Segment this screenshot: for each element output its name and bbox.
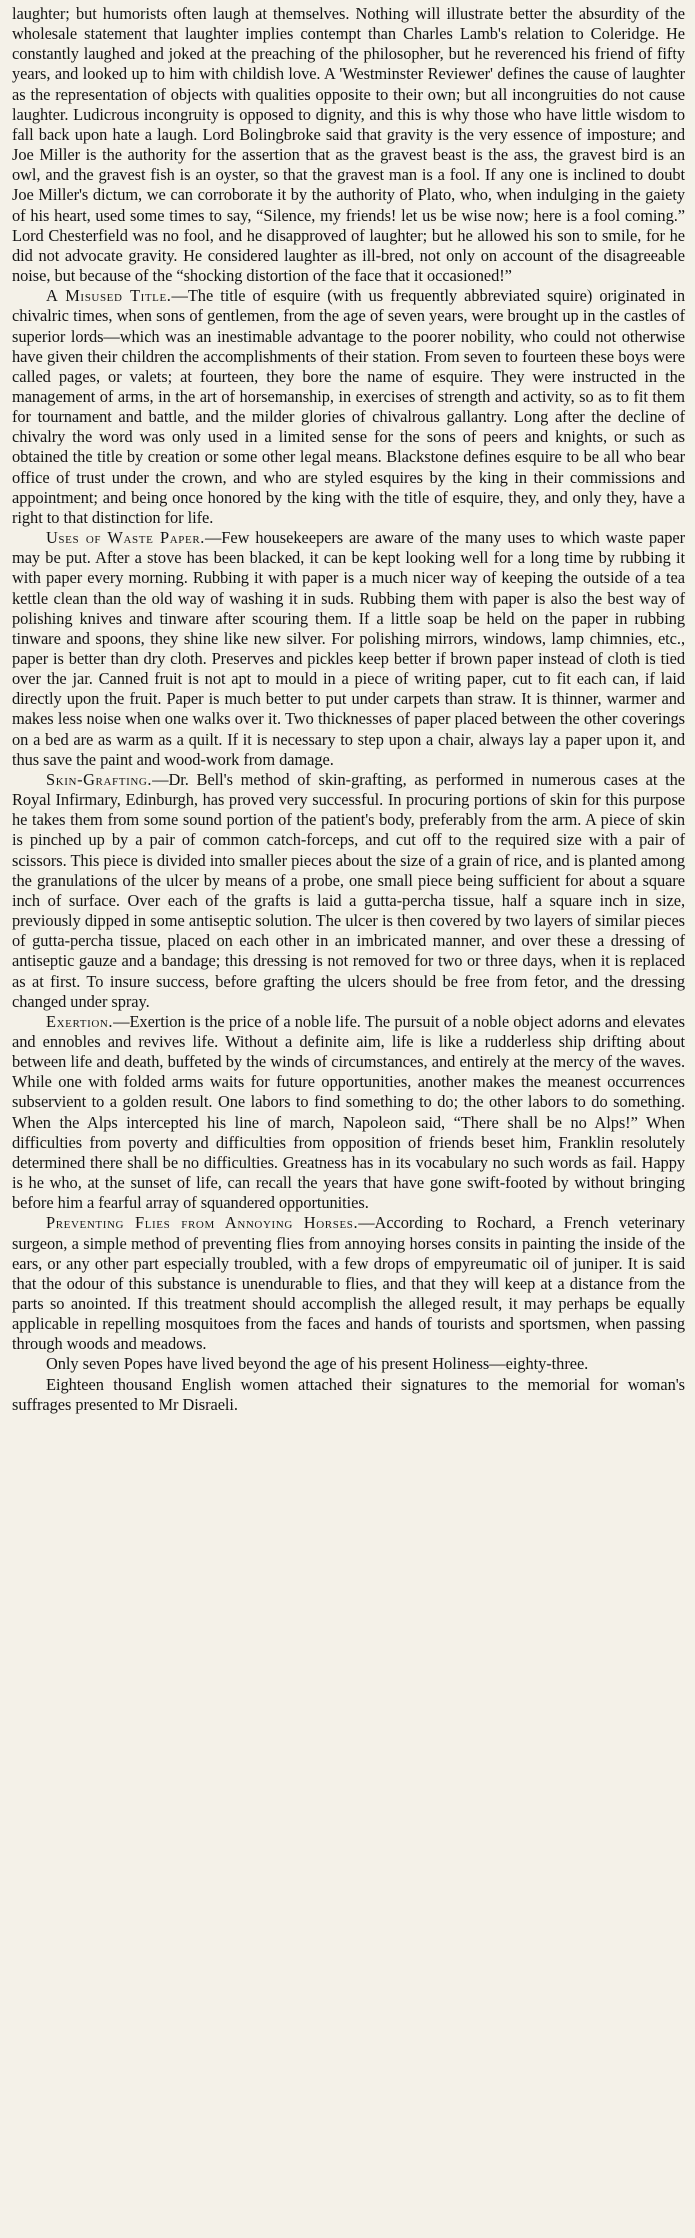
laughter-paragraph: laughter; but humorists often laugh at themselves. Nothing will illustrate better the absurdity of the wholesale statement that laughter implies contempt than Charles Lamb's relation to Coleridge. He constantly laughed and joked at the preaching of the philosopher, but he reverenced his friend of fifty years, and looked up to him with childish love. A 'Westminster Reviewer' defines the cause of laughter as the representation of objects with qualities opposite to their own; but all incongruities do not cause laughter. Ludicrous incongruity is opposed to dignity, and this is why those who have little wisdom to fall back upon hate a laugh. Lord Bolingbroke said that gravity is the very essence of imposture; and Joe Miller is the authority for the assertion that as the gravest beast is the ass, the gravest bird is an owl, and the gravest fish is an oyster, so that the gravest man is a fool. If any one is inclined to doubt Joe Miller's dictum, we can corroborate it by the authority of Plato, who, when indulging in the gaiety of his heart, used some times to say, “Silence, my friends! let us be wise now; here is a fool coming.” Lord Chesterfield was no fool, and he disapproved of laughter; but he allowed his son to smile, for he did not advocate gravity. He considered laughter as ill-bred, not only on account of the disagreeable noise, but because of the “shocking distortion of the face that it occasioned!” xyxy=(12,4,685,286)
article-skin-grafting xyxy=(12,770,685,1012)
article-heading: Exertion. xyxy=(46,1011,114,1031)
article-heading: Skin-Grafting. xyxy=(46,769,153,789)
note-suffrage-memorial: Eighteen thousand English women attached their signatures to the memorial for woman's suffrages presented to Mr Disraeli. xyxy=(12,1374,685,1414)
article-waste-paper xyxy=(12,528,685,770)
article-body: —According to Rochard, a French veterinary surgeon, a simple method of preventing flies from annoying horses consits in painting the inside of the ears, or any other part especially troubled, with a few drops of empyreumatic oil of juniper. It is said that the odour of this substance is unendurable to flies, and that they will keep at a distance from the parts so anointed. If this treatment should accomplish the alleged result, it may perhaps be equally applicable in repelling mosquitoes from the faces and hands of tourists and sportsmen, when passing through woods and meadows. xyxy=(12,1213,685,1354)
article-body: —Few housekeepers are aware of the many uses to which waste paper may be put. After a stove has been blacked, it can be kept looking well for a long time by rubbing it with paper every morning. Rubbing it with paper is a much nicer way of keeping the outside of a tea kettle clean than the old way of washing it in suds. Rubbing them with paper is also the best way of polishing knives and tinware after scouring them. If a little soap be held on the paper in rubbing tinware and spoons, they shine like new silver. For polishing mirrors, windows, lamp chimnies, etc., paper is better than dry cloth. Preserves and pickles keep better if brown paper instead of cloth is tied over the jar. Canned fruit is not apt to mould in a piece of writing paper, cut to fit each can, if laid directly upon the fruit. Paper is much better to put under carpets than straw. It is thinner, warmer and makes less noise when one walks over it. Two thicknesses of paper placed between the other coverings on a bed are as warm as a quilt. If it is necessary to step upon a chair, always lay a paper upon it, and thus save the paint and wood-work from damage. xyxy=(12,528,685,769)
article-body: —The title of esquire (with us frequently abbreviated squire) originated in chivalric times, when sons of gentlemen, from the age of seven years, were brought up in the castles of superior lords—which was an inestimable advantage to the poorer nobility, who could not otherwise have given their children the accomplishments of their station. From seven to fourteen these boys were called pages, or valets; at fourteen, they bore the name of esquire. They were instructed in the management of arms, in the art of horsemanship, in exercises of strength and activity, so as to fit them for tournament and battle, and the milder glories of chivalrous gallantry. Long after the decline of chivalry the word was only used in a limited sense for the sons of peers and knights, or such as obtained the title by creation or some other legal means. Blackstone defines esquire to be all who bear office of trust under the crown, and who are styled esquires by the king in their commissions and appointment; and being once honored by the king with the title of esquire, they, and only they, have a right to that distinction for life. xyxy=(12,286,685,527)
article-heading: A Misused Title. xyxy=(46,286,172,306)
article-exertion xyxy=(12,1012,685,1214)
article-heading: Uses of Waste Paper. xyxy=(46,528,205,548)
article-body: —Exertion is the price of a noble life. The pursuit of a noble object adorns and elevates and ennobles and revives life. Without a definite aim, life is like a rudderless ship drifting about between life and death, buffeted by the winds of circumstances, and entirely at the mercy of the waves. While one with folded arms waits for future opportunities, another makes the meanest occurrences subservient to a golden result. One labors to find something to do; the other labors to do something. When the Alps intercepted his line of march, Napoleon said, “There shall be no Alps!” When difficulties from poverty and difficulties from opposition of friends beset him, Franklin resolutely determined there shall be no difficulties. Greatness has in its vocabulary no such words as fail. Happy is he who, at the sunset of life, can recall the years that have gone swift-footed by without bringing before him a fearful array of squandered opportunities. xyxy=(12,1011,685,1213)
article-misused-title xyxy=(12,286,685,528)
article-body: —Dr. Bell's method of skin-grafting, as performed in numerous cases at the Royal Infirmary, Edinburgh, has proved very successful. In procuring portions of skin for this purpose he takes them from some sound portion of the patient's body, preferably from the arm. A piece of skin is pinched up by a pair of common catch-forceps, and cut off to the required size with a pair of scissors. This piece is divided into smaller pieces about the size of a grain of rice, and is planted among the granulations of the ulcer by means of a probe, one small piece being sufficient for about a square inch of surface. Over each of the grafts is laid a gutta-percha tissue, half a square inch in size, previously dipped in some antiseptic solution. The ulcer is then covered by two layers of similar pieces of gutta-percha tissue, placed on each other in an imbricated manner, and over these a dressing of antiseptic gauze and a bandage; this dressing is not removed for two or three days, when it is replaced as at first. To insure success, before grafting the ulcers should be free from fetor, and the dressing changed under spray. xyxy=(12,769,685,1011)
article-heading: Preventing Flies from Annoying Horses. xyxy=(46,1213,359,1233)
note-popes: Only seven Popes have lived beyond the age of his present Holiness—eighty-three. xyxy=(46,1354,589,1374)
article-preventing-flies xyxy=(12,1213,685,1354)
